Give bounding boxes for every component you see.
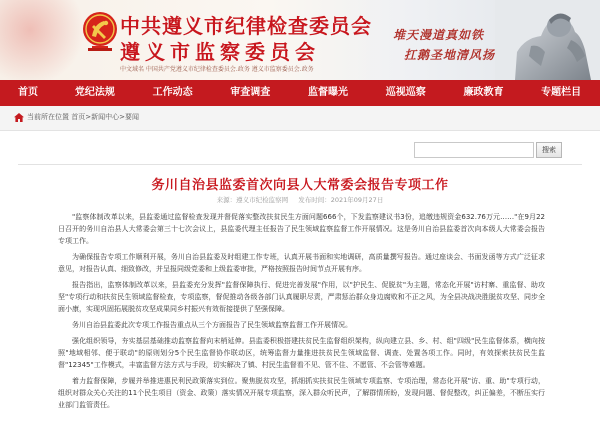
- nav-item-investigation[interactable]: 审查调查: [230, 87, 271, 98]
- breadcrumb-bar: [0, 106, 600, 131]
- article-body: [58, 211, 545, 415]
- home-icon[interactable]: [14, 113, 24, 122]
- search-button[interactable]: 搜索: [536, 142, 562, 158]
- article-paragraph: 着力监督保障，步履并举推进惠民利民政策落实到位。聚焦脱贫攻坚，抓细抓实扶贫民生领域专项监察、专项治理，常态化开展"访、重、助"专项行动，组织对群众关心关注的11个民生项目（资金、政策）落实情况开展专项监察，深入群众听民声，了解群情所盼，发现问题、督促整改，纠正偏差，不断压实行业部门监管责任。: [58, 376, 545, 410]
- party-emblem-icon: [82, 10, 118, 54]
- org-title-line2: 遵义市监察委员会: [120, 40, 320, 64]
- site-header-banner: [0, 0, 600, 80]
- article-paragraph: 务川自治县监委此次专项工作报告重点从三个方面报告了民生领域监察监督工作开展情况。: [72, 321, 352, 330]
- nav-item-home[interactable]: 首页: [18, 87, 38, 98]
- nav-item-special-topics[interactable]: 专题栏目: [541, 87, 582, 98]
- nav-item-exposure[interactable]: 监督曝光: [308, 87, 349, 98]
- domain-subtitle: 中文域名 中国共产党遵义市纪律检查委员会.政务 遵义市监察委员会.政务: [120, 66, 314, 73]
- content-divider: [18, 164, 582, 165]
- banner-left-wash: [0, 0, 90, 80]
- org-title-line1: 中共遵义市纪律检查委员会: [120, 14, 372, 38]
- article-paragraph: 强化组织领导，夯实基层基础推动监察监督向末梢延伸。县监委积极搭建扶贫民生监督组织架构，纵向建立县、乡、村、组"四级"民生监督体系，横向按照"地域相邻、便于联动"的原则划分5个民生监督协作联动区，统筹监督力量推进扶贫民生领域监督、调查、处置各项工作。同时，有效探索扶贫民生监督"12345"工作模式，丰富监督方法方式与手段，切实解决了镇、村民生监督看不见、管不住、不愿管、不会管等难题。: [58, 336, 545, 370]
- article-paragraph: "监察体制改革以来，县监委通过监督检查发现并督促落实整改扶贫民生方面问题666个，下发监察建议书3份，追缴违规资金632.76万元……"在9月22日召开的务川自治县人大常委会第三十七次会议上，县监委代理主任报告了民生领域监察监督工作开展情况。这是务川自治县监委首次向本级人大常委会报告专项工作。: [58, 213, 545, 246]
- breadcrumb: 当前所在位置 首页>新闻中心>要闻: [27, 113, 139, 121]
- nav-item-work-news[interactable]: 工作动态: [152, 87, 193, 98]
- article-paragraph: 报告指出，监察体制改革以来，县监委充分发挥"监督保障执行、促进完善发展"作用，以"护民生、促脱贫"为主题，常态化开展"访村寨、重监督、助攻坚"专项行动和扶贫民生领域监督检查，专项监察，督促推动各级各部门认真履职尽责，严肃惩治群众身边腐败和不正之风，为全县决战决胜脱贫攻坚、同步全面小康，实现巩固拓展脱贫攻坚成果同乡村振兴有效衔接提供了坚强保障。: [58, 281, 545, 314]
- slogan-line1: 堆天漫道真如铁: [393, 28, 485, 42]
- monument-statue-image: [495, 0, 600, 80]
- nav-item-inspection[interactable]: 巡视巡察: [385, 87, 426, 98]
- article-title: 务川自治县监委首次向县人大常委会报告专项工作: [151, 178, 449, 193]
- main-nav: [0, 80, 600, 106]
- nav-item-integrity-education[interactable]: 廉政教育: [463, 87, 504, 98]
- article-date: 发布时间：2021年09月27日: [298, 196, 384, 204]
- slogan-line2: 扛鹅圣地清风扬: [404, 48, 496, 62]
- nav-item-party-rules[interactable]: 党纪法规: [74, 87, 115, 98]
- search-input[interactable]: [414, 142, 534, 158]
- article-meta: [0, 195, 600, 204]
- article-source: 来源：遵义市纪检监察网: [216, 196, 289, 204]
- article-paragraph: 为确保报告专项工作顺利开展，务川自治县监委及时组建工作专班，认真开展书面和实地调研，高质量撰写报告。通过座谈会、书面发函等方式广泛征求意见，对报告认真、细致修改，并呈报同级党委和上级监委审批，严格按照报告时间节点开展有序。: [58, 253, 545, 274]
